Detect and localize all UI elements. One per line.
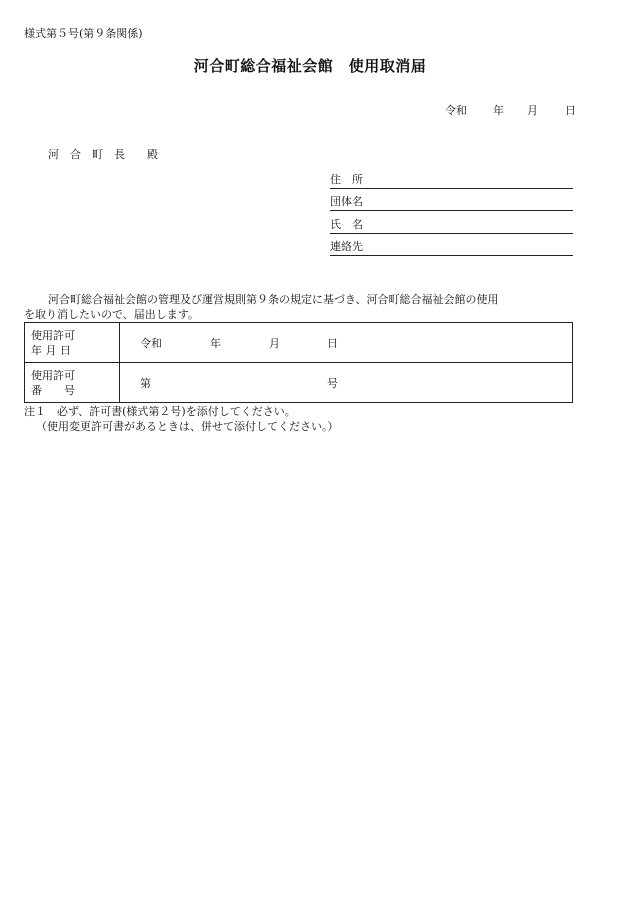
body-line-1: 河合町総合福祉会館の管理及び運営規則第９条の規定に基づき、河合町総合福祉会館の使用 xyxy=(48,293,499,306)
applicant-organization-field[interactable]: 団体名 xyxy=(330,194,573,211)
form-number: 様式第５号(第９条関係) xyxy=(24,27,143,40)
page-title: 河合町総合福祉会館 使用取消届 xyxy=(193,57,427,75)
date-year: 年 xyxy=(493,104,504,117)
applicant-contact-field[interactable]: 連絡先 xyxy=(330,239,573,256)
date-era: 令和 xyxy=(445,104,467,117)
addressee: 河 合 町 長 殿 xyxy=(48,148,158,161)
date-month: 月 xyxy=(527,104,538,117)
permit-date-label: 使用許可 年 月 日 xyxy=(25,323,120,363)
permit-date-day: 日 xyxy=(327,336,338,350)
notes xyxy=(24,404,339,434)
submission-date xyxy=(445,102,576,118)
permit-number-label: 使用許可 番 号 xyxy=(25,363,120,403)
table-row-permit-number xyxy=(25,363,573,403)
permit-info-table xyxy=(24,322,573,403)
permit-number-value[interactable] xyxy=(120,363,573,403)
note-line-1: 注１ 必ず、許可書(様式第２号)を添付してください。 xyxy=(24,405,296,418)
permit-number-prefix: 第 xyxy=(140,376,151,390)
note-line-2: （使用変更許可書があるときは、併せて添付してください。） xyxy=(36,420,339,433)
permit-date-value[interactable] xyxy=(120,323,573,363)
permit-date-year: 年 xyxy=(210,336,221,350)
applicant-address-field[interactable]: 住 所 xyxy=(330,172,573,189)
table-row-permit-date xyxy=(25,323,573,363)
date-day: 日 xyxy=(565,104,576,117)
applicant-name-field[interactable]: 氏 名 xyxy=(330,217,573,234)
permit-date-era: 令和 xyxy=(140,336,162,350)
permit-number-suffix: 号 xyxy=(327,376,338,390)
body-line-2: を取り消したいので、届出します。 xyxy=(24,308,199,321)
permit-date-month: 月 xyxy=(269,336,280,350)
body-text xyxy=(24,292,584,322)
